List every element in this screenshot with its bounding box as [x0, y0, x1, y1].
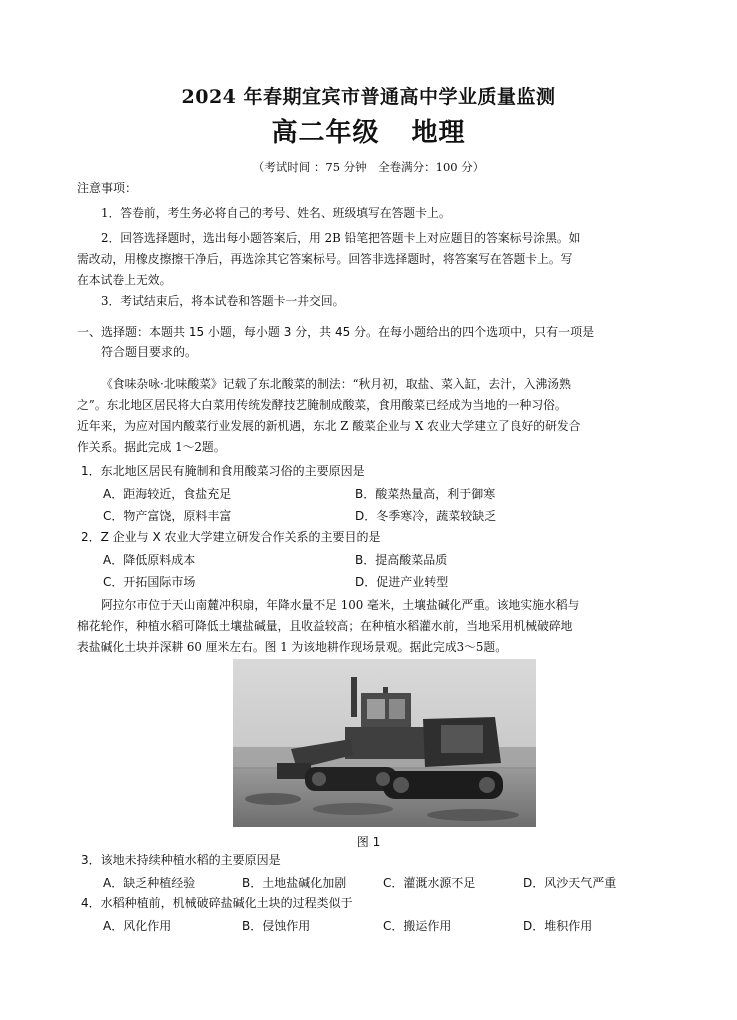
- section-heading: 一、选择题：本题共 15 小题，每小题 3 分，共 45 分。在每小题给出的四个选项中，只有一项是: [77, 325, 595, 339]
- question-1-stem: 1．东北地区居民有腌制和食用酸菜习俗的主要原因是: [81, 464, 365, 478]
- note-item-2-end: 在本试卷上无效。: [77, 273, 172, 287]
- q1-option-d: D．冬季寒冷，蔬菜较缺乏: [355, 509, 497, 523]
- q1-option-b: B．酸菜热量高，利于御寒: [355, 487, 496, 501]
- question-3-stem: 3．该地未持续种植水稻的主要原因是: [81, 853, 281, 867]
- exam-title: 2024 年春期宜宾市普通高中学业质量监测: [181, 86, 556, 108]
- passage2-line-2: 棉花轮作，种植水稻可降低土壤盐碱量，且收益较高；在种植水稻灌水前，当地采用机械破碎地: [77, 619, 573, 633]
- q4-option-d: D．堆积作用: [523, 919, 593, 933]
- q3-option-a: A．缺乏种植经验: [103, 876, 196, 890]
- note-item-2: 2．回答选择题时，选出每小题答案后，用 2B 铅笔把答题卡上对应题目的答案标号涂黑。如: [101, 231, 581, 245]
- q2-option-d: D．促进产业转型: [355, 575, 449, 589]
- passage1-line-4: 作关系。据此完成 1～2题。: [77, 440, 226, 454]
- q2-option-a: A．降低原料成本: [103, 553, 196, 567]
- exam-info: （考试时间 ：75 分钟 全卷满分：100 分）: [252, 160, 485, 174]
- note-item-2-cont: 需改动，用橡皮擦擦干净后，再选涂其它答案标号。回答非选择题时，将答案写在答题卡上。写: [77, 252, 573, 266]
- q3-option-d: D．风沙天气严重: [523, 876, 617, 890]
- q4-option-a: A．风化作用: [103, 919, 172, 933]
- tillage-machine-photo: [233, 659, 536, 827]
- q4-option-b: B．侵蚀作用: [242, 919, 311, 933]
- passage2-line-3: 表盐碱化土块并深耕 60 厘米左右。图 1 为该地耕作现场景观。据此完成3～5题。: [77, 640, 508, 654]
- grade-label: 高二年级: [271, 118, 380, 148]
- q1-option-a: A．距海较近，食盐充足: [103, 487, 232, 501]
- passage1-line-3: 近年来，为应对国内酸菜行业发展的新机遇，东北 Z 酸菜企业与 X 农业大学建立了良好的研发合: [77, 419, 581, 433]
- passage1-line-1: 《食味杂咏·北味酸菜》记载了东北酸菜的制法：“秋月初，取盐、菜入缸，去汁，入沸汤熟: [101, 377, 571, 391]
- q3-option-c: C．灌溉水源不足: [383, 876, 476, 890]
- note-item-3: 3．考试结束后，将本试卷和答题卡一并交回。: [101, 294, 345, 308]
- subject-label: 地理: [411, 118, 466, 148]
- q2-option-c: C．开拓国际市场: [103, 575, 196, 589]
- passage1-line-2: 之”。东北地区居民将大白菜用传统发酵技艺腌制成酸菜，食用酸菜已经成为当地的一种习俗。: [77, 398, 567, 412]
- notes-heading: 注意事项：: [77, 181, 138, 195]
- q4-option-c: C．搬运作用: [383, 919, 452, 933]
- question-2-stem: 2．Z 企业与 X 农业大学建立研发合作关系的主要目的是: [81, 530, 381, 544]
- note-item-1: 1．答卷前，考生务必将自己的考号、姓名、班级填写在答题卡上。: [101, 206, 451, 220]
- q1-option-c: C．物产富饶，原料丰富: [103, 509, 232, 523]
- q2-option-b: B．提高酸菜品质: [355, 553, 448, 567]
- q3-option-b: B．土地盐碱化加剧: [242, 876, 347, 890]
- figure-caption: 图 1: [356, 835, 381, 849]
- subject-heading: [0, 112, 737, 149]
- passage2-line-1: 阿拉尔市位于天山南麓冲积扇，年降水量不足 100 毫米，土壤盐碱化严重。该地实施水稻与: [101, 598, 580, 612]
- question-4-stem: 4．水稻种植前，机械破碎盐碱化土块的过程类似于: [81, 896, 353, 910]
- section-heading-cont: 符合题目要求的。: [101, 345, 198, 359]
